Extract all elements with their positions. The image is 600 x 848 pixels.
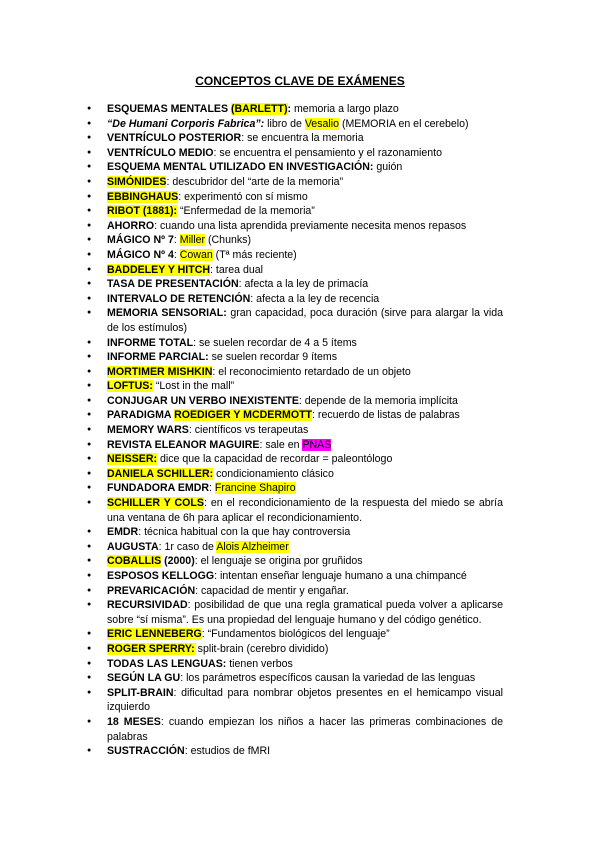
item-text: : recuerdo de listas de palabras: [312, 409, 460, 422]
item-term: MÁGICO Nº 7: [107, 234, 174, 247]
list-item: [0, 671, 503, 686]
list-item: [0, 540, 503, 555]
concept-list: [0, 102, 503, 759]
highlighted-text: Alois Alzheimer: [216, 540, 289, 553]
item-term: FUNDADORA EMDR: [107, 482, 210, 495]
highlighted-text: Miller: [179, 234, 206, 247]
list-item: [0, 408, 503, 423]
item-term: PREVARICACIÓN: [107, 584, 196, 597]
list-item: [0, 744, 503, 759]
item-text: : “Fundamentos biológicos del lenguaje”: [201, 628, 390, 641]
item-term: ESQUEMAS MENTALES: [107, 103, 231, 115]
item-text: memoria a largo plazo: [293, 103, 399, 115]
item-term: AHORRO: [107, 219, 155, 232]
list-item: [0, 175, 503, 190]
highlighted-text: PNAS: [302, 438, 332, 451]
list-item: [0, 452, 503, 467]
item-text: se suelen recordar 9 ítems: [208, 351, 337, 364]
item-text: split-brain (cerebro dividido): [194, 642, 329, 655]
list-item: [0, 642, 503, 657]
list-item: [0, 657, 503, 672]
item-text: (Chunks): [205, 234, 251, 247]
item-text: guión: [373, 161, 403, 174]
item-text: : los parámetros específicos causan la variedad de las lenguas: [180, 672, 476, 685]
list-item: [0, 248, 503, 263]
list-item: [0, 584, 503, 599]
item-term: ESQUEMA MENTAL UTILIZADO EN INVESTIGACIÓN:: [107, 161, 374, 174]
item-text: (Tª más reciente): [212, 248, 297, 261]
document-title: CONCEPTOS CLAVE DE EXÁMENES: [195, 74, 405, 88]
highlighted-term: ROEDIGER Y MCDERMOTT: [174, 409, 313, 422]
list-item: [0, 306, 503, 335]
item-term: SEGÚN LA GU: [107, 672, 181, 685]
item-text: : en el recondicionamiento de la respuesta del miedo se abría una ventana de 6h para aplicar el recondicionamiento.: [107, 497, 503, 524]
item-term: SUSTRACCIÓN: [107, 745, 185, 758]
item-text: : posibilidad de que una regla gramatical pueda volver a aplicarse sobre “sí misma”. Es una propiedad del lenguaje humano y del código genético.: [107, 599, 503, 626]
item-text: : cuando una lista aprendida previamente necesita menos repasos: [154, 219, 467, 232]
list-item: [0, 292, 503, 307]
item-text: :: [173, 248, 180, 261]
item-text: : se suelen recordar de 4 a 5 ítems: [193, 336, 357, 349]
item-term: REVISTA ELEANOR MAGUIRE: [107, 438, 260, 451]
item-text: : se encuentra el pensamiento y el razonamiento: [213, 146, 443, 159]
item-text: : intentan enseñar lenguaje humano a una chimpancé: [214, 570, 467, 582]
list-item: [0, 627, 503, 642]
item-text: : se encuentra la memoria: [241, 132, 364, 145]
list-item: [0, 190, 503, 205]
highlighted-term: BADDELEY Y HITCH: [107, 263, 211, 276]
list-item: [0, 569, 503, 584]
list-item: [0, 204, 503, 219]
list-item: [0, 365, 503, 380]
item-text: : científicos vs terapeutas: [188, 424, 309, 437]
item-text: “Lost in the mall”: [152, 380, 235, 393]
item-term: VENTRÍCULO MEDIO: [107, 146, 214, 159]
highlighted-term: RIBOT (1881):: [107, 205, 178, 218]
italic-term: “De Humani Corporis Fabrica”:: [107, 117, 268, 130]
list-item: [0, 438, 503, 453]
item-term: AUGUSTA: [107, 540, 159, 553]
item-text: (MEMORIA en el cerebelo): [339, 117, 469, 130]
item-text: : capacidad de mentir y engañar.: [195, 584, 349, 597]
item-term: (2000): [161, 555, 195, 568]
list-item: [0, 423, 503, 438]
item-text: : estudios de fMRI: [184, 745, 271, 758]
list-item: [0, 481, 503, 496]
highlighted-term: EBBINGHAUS: [107, 190, 179, 203]
item-text: : descubridor del “arte de la memoria”: [166, 175, 344, 188]
item-text: : afecta a la ley de recencia: [250, 292, 380, 305]
item-text: : sale en: [259, 438, 303, 451]
item-text: tienen verbos: [226, 657, 293, 670]
item-text: :: [173, 234, 180, 247]
item-text: libro de: [267, 117, 305, 130]
item-term: ESPOSOS KELLOGG: [107, 570, 215, 582]
list-item: [0, 160, 503, 175]
item-text: : el reconocimiento retardado de un objeto: [212, 365, 411, 378]
list-item: [0, 350, 503, 365]
item-term: 18 MESES: [107, 715, 161, 728]
item-text: : el lenguaje se origina por gruñidos: [194, 555, 363, 568]
list-item: [0, 686, 503, 715]
list-item: [0, 496, 503, 525]
highlighted-text: Cowan: [179, 248, 213, 261]
highlighted-term: SCHILLER Y COLS: [107, 497, 204, 510]
item-text: : cuando empiezan los niños a hacer las primeras combinaciones de palabras: [107, 715, 503, 743]
item-text: : dificultad para nombrar objetos presentes en el hemicampo visual izquierdo: [107, 686, 503, 714]
item-text: dice que la capacidad de recordar = paleontólogo: [157, 453, 393, 466]
item-text: : tarea dual: [210, 263, 264, 276]
item-term: EMDR: [107, 526, 139, 539]
list-item: [0, 336, 503, 351]
item-text: : depende de la memoria implícita: [298, 394, 458, 407]
list-item: [0, 525, 503, 540]
highlighted-term: ROGER SPERRY:: [107, 642, 195, 655]
item-text: condicionamiento clásico: [213, 467, 334, 480]
list-item: [0, 277, 503, 292]
list-item: [0, 219, 503, 234]
item-term: SPLIT-BRAIN: [107, 686, 174, 699]
highlighted-text: Vesalio: [304, 117, 339, 130]
list-item: [0, 146, 503, 161]
highlighted-text: Francine Shapiro: [214, 482, 296, 495]
item-term: MEMORY WARS: [107, 424, 189, 437]
list-item: [0, 233, 503, 248]
list-item: [0, 263, 503, 278]
list-item: [0, 379, 503, 394]
item-term: RECURSIVIDAD: [107, 599, 188, 612]
highlighted-term: COBALLIS: [107, 555, 162, 568]
highlighted-term: MORTIMER MISHKIN: [107, 365, 213, 378]
highlighted-term: LOFTUS:: [107, 380, 153, 393]
item-text: gran capacidad, poca duración (sirve para alargar la vida de los estímulos): [107, 307, 503, 334]
item-term: VENTRÍCULO POSTERIOR: [107, 132, 242, 145]
item-term: PARADIGMA: [107, 409, 175, 422]
item-term: MEMORIA SENSORIAL:: [107, 307, 227, 320]
list-item: [0, 715, 503, 744]
item-term: TODAS LAS LENGUAS:: [107, 657, 227, 670]
list-item: [0, 117, 503, 132]
item-text: : afecta a la ley de primacía: [238, 278, 369, 291]
item-term: INFORME PARCIAL:: [107, 351, 209, 364]
item-term: INTERVALO DE RETENCIÓN: [107, 292, 251, 305]
item-term: TASA DE PRESENTACIÓN: [107, 278, 239, 291]
list-item: [0, 467, 503, 482]
item-term: INFORME TOTAL: [107, 336, 194, 349]
item-text: : experimentó con sí mismo: [178, 190, 308, 203]
list-item: [0, 598, 503, 627]
list-item: [0, 554, 503, 569]
item-text: : técnica habitual con la que hay controversia: [138, 526, 351, 539]
highlighted-term: ERIC LENNEBERG: [107, 628, 202, 641]
item-text: : 1r caso de: [158, 540, 217, 553]
item-term: :: [287, 103, 294, 115]
item-term: CONJUGAR UN VERBO INEXISTENTE: [107, 394, 299, 407]
list-item: [0, 394, 503, 409]
highlighted-term: DANIELA SCHILLER:: [107, 467, 214, 480]
item-term: MÁGICO Nº 4: [107, 248, 174, 261]
highlighted-term: NEISSER:: [107, 453, 158, 466]
list-item: [0, 102, 503, 117]
highlighted-term: (BARLETT): [231, 103, 288, 115]
item-text: “Enfermedad de la memoria”: [177, 205, 315, 218]
highlighted-term: SIMÓNIDES: [107, 175, 167, 188]
item-text: :: [209, 482, 215, 495]
list-item: [0, 131, 503, 146]
